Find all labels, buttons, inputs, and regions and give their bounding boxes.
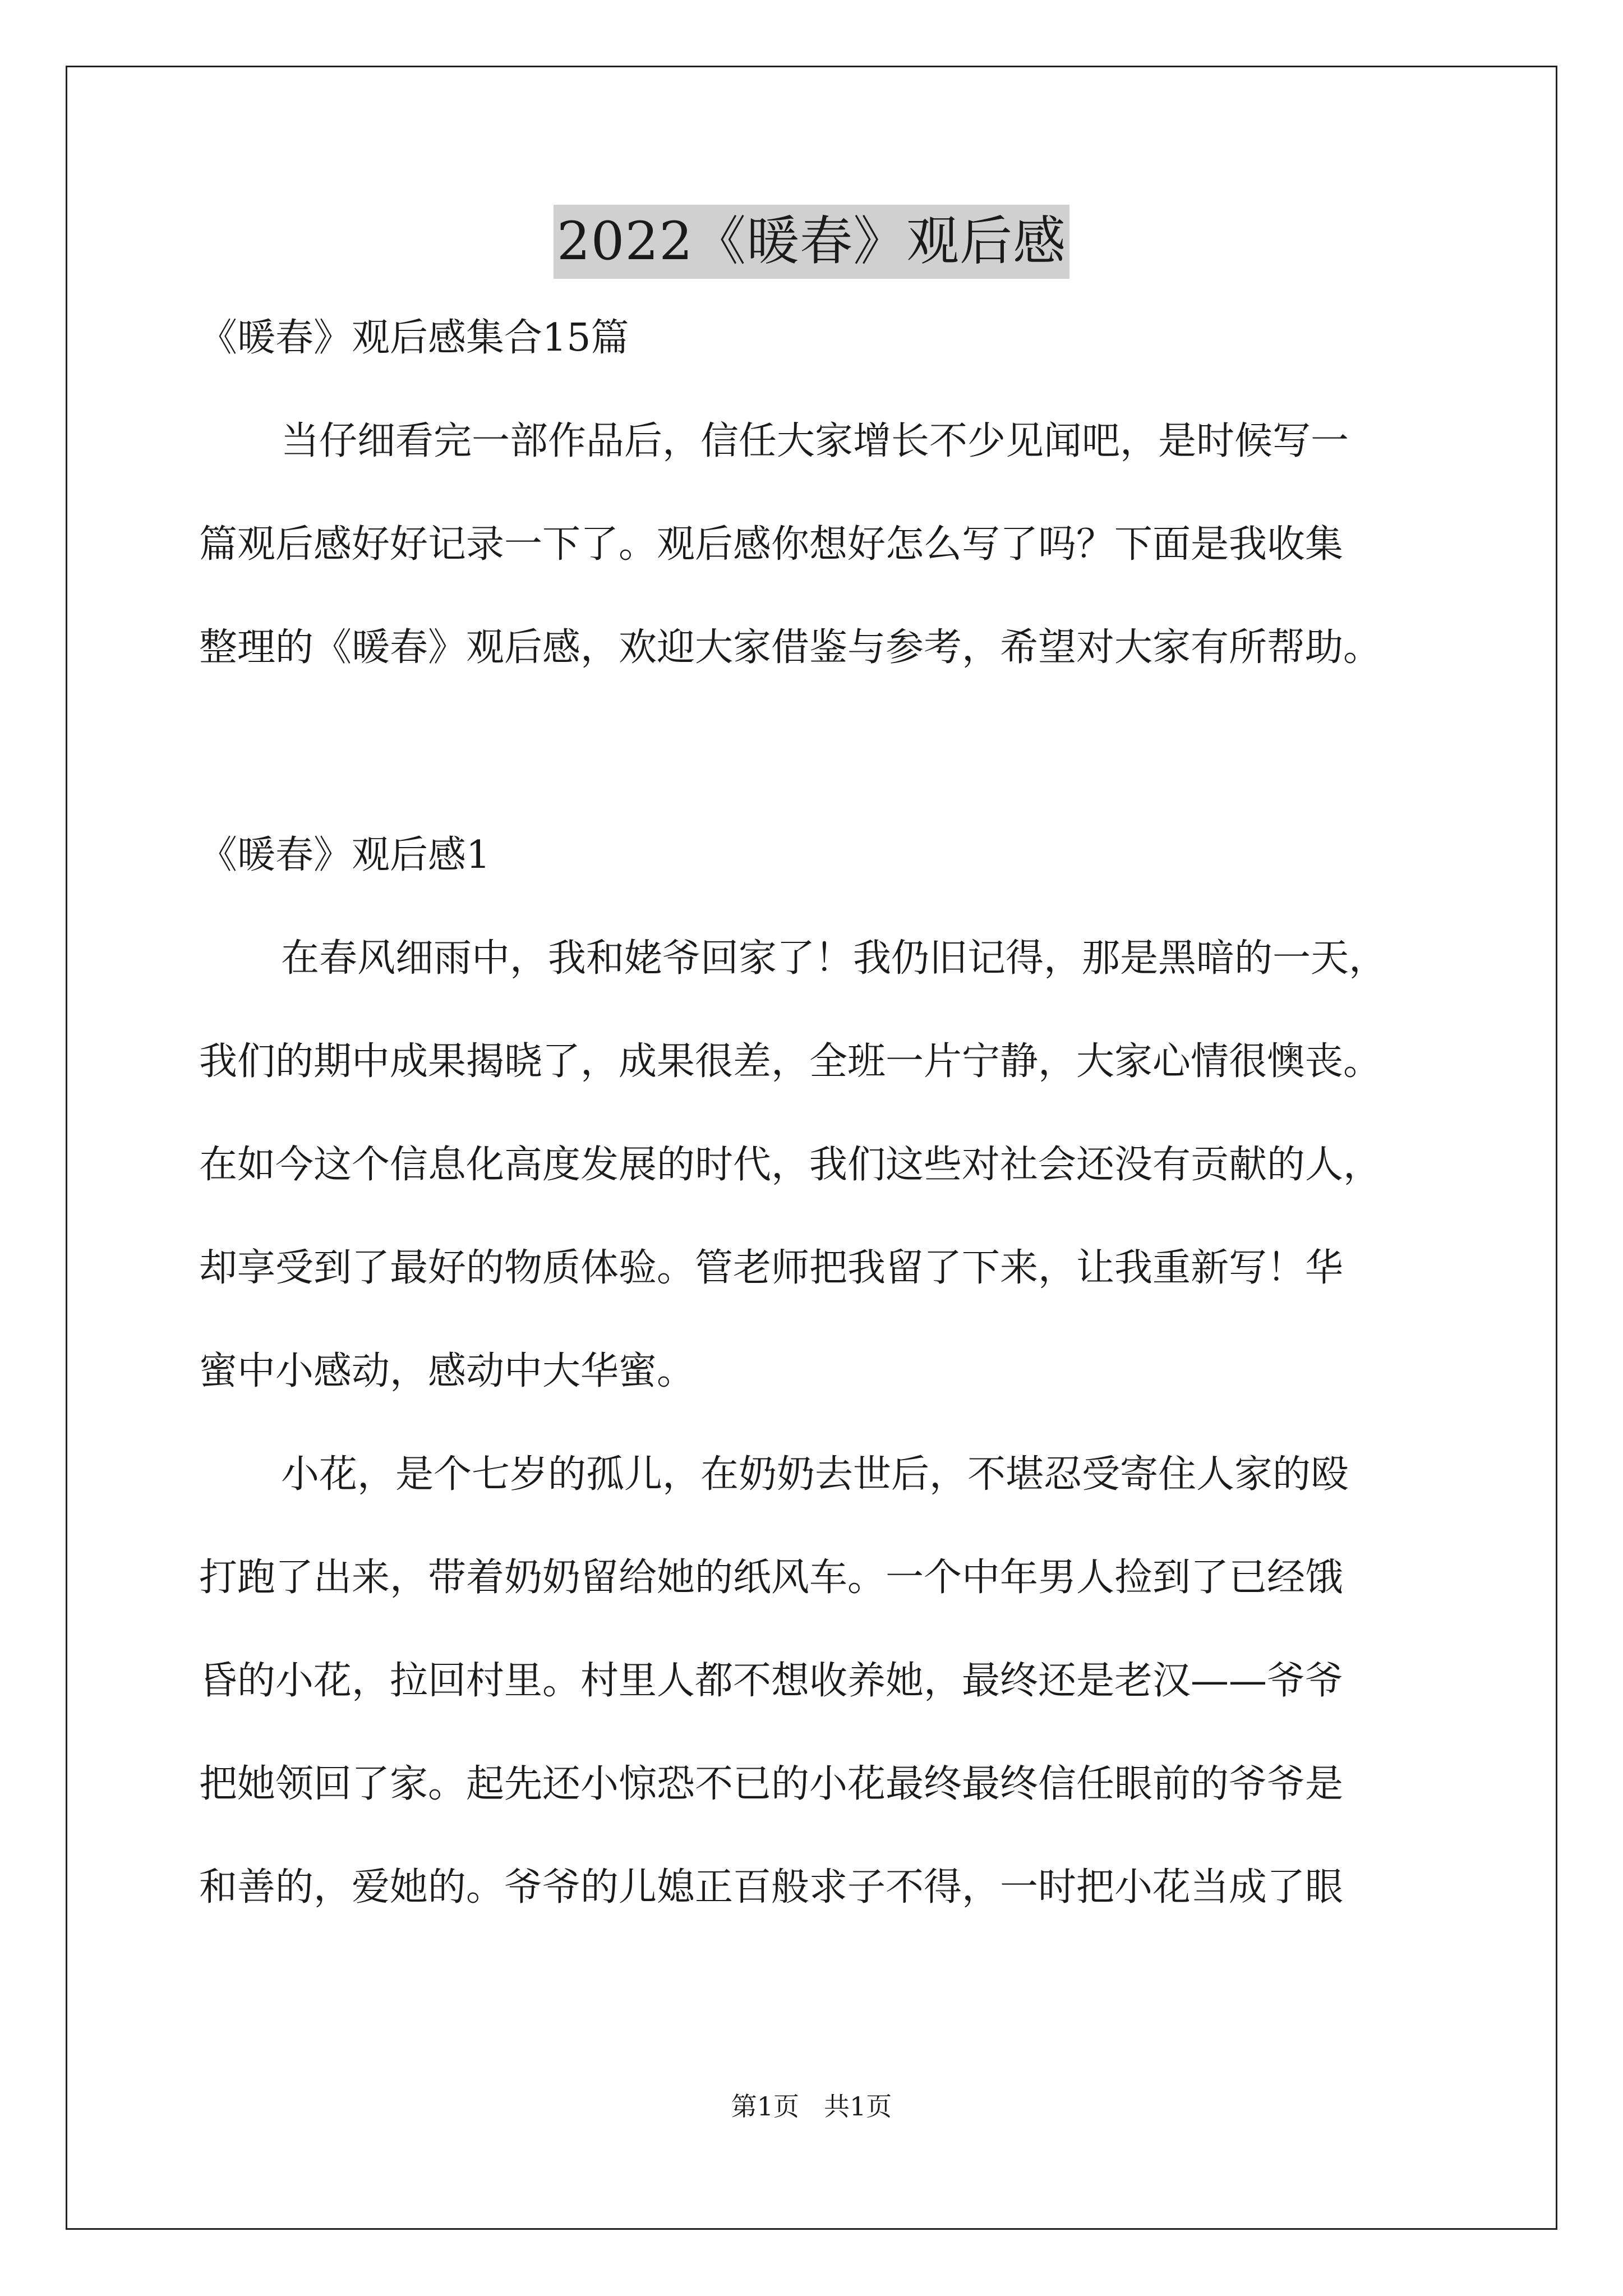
paragraph2-line: 把她领回了家。起先还小惊恐不已的小花最终最终信任眼前的爷爷是: [199, 1762, 1344, 1806]
page-number: 第1页: [731, 2091, 800, 2122]
paragraph2-line: 昏的小花，拉回村里。村里人都不想收养她，最终还是老汉——爷爷: [199, 1659, 1344, 1703]
paragraph-gap: [199, 720, 1475, 825]
title-container: [0, 205, 1623, 279]
page-footer: [0, 2087, 1623, 2126]
paragraph1-line: 在如今这个信息化高度发展的时代，我们这些对社会还没有贡献的人，: [199, 1143, 1382, 1187]
section-heading: 《暖春》观后感1: [199, 833, 491, 877]
intro-line: 篇观后感好好记录一下了。观后感你想好怎么写了吗？下面是我收集: [199, 522, 1344, 567]
total-pages: 共1页: [823, 2091, 892, 2122]
paragraph1-line: 我们的期中成果揭晓了，成果很差，全班一片宁静，大家心情很懊丧。: [199, 1039, 1382, 1084]
paragraph2-line: 和善的，爱她的。爷爷的儿媳正百般求子不得，一时把小花当成了眼: [199, 1865, 1344, 1910]
paragraph2-line: 小花，是个七岁的孤儿，在奶奶去世后，不堪忍受寄住人家的殴: [281, 1452, 1349, 1497]
document-body: [199, 307, 1475, 1960]
paragraph1-line: 在春风细雨中，我和姥爷回家了！我仍旧记得，那是黑暗的一天，: [281, 936, 1387, 981]
paragraph2-line: 打跑了出来，带着奶奶留给她的纸风车。一个中年男人捡到了已经饿: [199, 1556, 1344, 1600]
intro-line: 当仔细看完一部作品后，信任大家增长不少见闻吧，是时候写一: [281, 419, 1349, 463]
subtitle: 《暖春》观后感集合15篇: [199, 316, 629, 360]
document-title: 2022《暖春》观后感: [554, 205, 1069, 279]
paragraph1-line: 蜜中小感动，感动中大华蜜。: [199, 1349, 695, 1393]
footer-spacer: [799, 2091, 824, 2122]
intro-line: 整理的《暖春》观后感，欢迎大家借鉴与参考，希望对大家有所帮助。: [199, 625, 1382, 670]
paragraph1-line: 却享受到了最好的物质体验。管老师把我留了下来，让我重新写！华: [199, 1246, 1344, 1290]
